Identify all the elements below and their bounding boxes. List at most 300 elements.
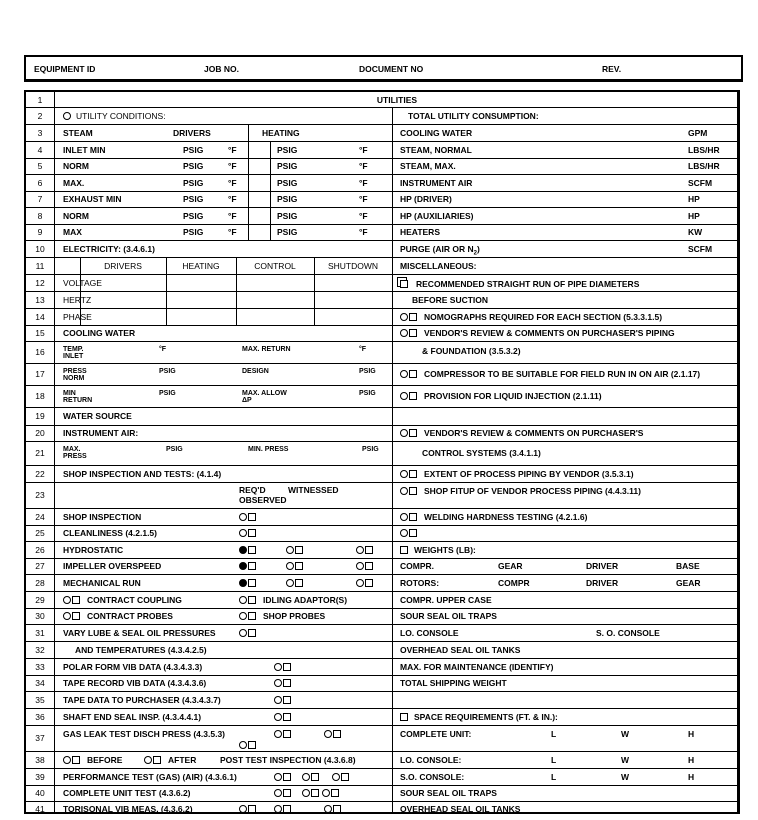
option-checkbox[interactable]: [274, 804, 291, 814]
sour-seal-label: SOUR SEAL OIL TRAPS: [400, 611, 497, 621]
degf-unit: °F: [159, 346, 167, 353]
degf-unit: °F: [359, 161, 368, 171]
checkbox-square-icon[interactable]: [331, 789, 339, 797]
tape_data-label: TAPE DATA TO PURCHASER (4.3.4.3.7): [63, 694, 221, 705]
grid-line: [26, 363, 740, 364]
vary-lube-label: VARY LUBE & SEAL OIL PRESSURES: [63, 627, 216, 638]
extent-piping-label: EXTENT OF PROCESS PIPING BY VENDOR (3.5.3.1): [424, 468, 634, 479]
checkbox-square-icon[interactable]: [283, 773, 291, 781]
radio-circle-icon[interactable]: [239, 546, 247, 554]
hydrostatic-label: HYDROSTATIC: [63, 544, 124, 555]
psig-unit: PSIG: [277, 210, 298, 221]
grid-line: [26, 641, 740, 642]
psig-unit: PSIG: [166, 446, 183, 453]
option-checkbox[interactable]: [400, 486, 417, 496]
recommended-checkbox[interactable]: [400, 279, 408, 289]
row-number: 11: [35, 260, 45, 271]
radio-circle-icon[interactable]: [400, 429, 408, 437]
water-source-label: WATER SOURCE: [63, 411, 132, 421]
w-label: W: [621, 729, 630, 739]
purge-label: [400, 244, 480, 259]
vendor-review-piping-label: VENDOR'S REVIEW & COMMENTS ON PURCHASER'S PIPING: [424, 328, 675, 338]
row-number: 19: [35, 411, 45, 421]
row-number: 41: [35, 803, 45, 814]
option-checkbox[interactable]: [239, 545, 256, 555]
hertz-label: HERTZ: [63, 294, 92, 305]
gas-leak-label: GAS LEAK TEST DISCH PRESS (4.3.5.3): [63, 729, 226, 739]
design-label: DESIGN: [242, 368, 269, 375]
option-checkbox[interactable]: [356, 561, 373, 571]
psig-unit: PSIG: [277, 194, 298, 204]
grid-line: [26, 541, 740, 542]
psig-unit: PSIG: [277, 227, 298, 237]
checkbox-square-icon[interactable]: [283, 805, 291, 813]
row-number: 40: [35, 788, 45, 798]
grid-line: [26, 191, 740, 192]
radio-circle-icon[interactable]: [274, 679, 282, 687]
hp-unit: HP: [688, 210, 700, 221]
sour-seal-label: SOUR SEAL OIL TRAPS: [400, 788, 497, 798]
option-checkbox[interactable]: [239, 804, 256, 814]
instrument-air-label: INSTRUMENT AIR:: [63, 428, 139, 438]
electricity-header-elec_heating: HEATING: [182, 260, 220, 271]
checkbox-square-icon[interactable]: [72, 596, 80, 604]
row-number: 12: [35, 277, 45, 288]
kw-unit: KW: [688, 227, 703, 237]
space-req-label: SPACE REQUIREMENTS (FT. & IN.):: [414, 711, 558, 722]
option-checkbox[interactable]: [274, 712, 291, 722]
w-label: W: [621, 771, 630, 782]
radio-circle-icon[interactable]: [63, 112, 71, 120]
option-checkbox[interactable]: [286, 561, 303, 571]
checkbox-square-icon[interactable]: [409, 313, 417, 321]
checkbox-square-icon[interactable]: [409, 470, 417, 478]
tape_record-label: TAPE RECORD VIB DATA (4.3.4.3.6): [63, 678, 207, 688]
option-checkbox[interactable]: [302, 772, 319, 782]
grid-line: [26, 207, 740, 208]
psig-unit: PSIG: [359, 390, 376, 397]
option-checkbox[interactable]: [63, 595, 80, 605]
degf-unit: °F: [359, 346, 367, 353]
checkbox-square-icon[interactable]: [72, 612, 80, 620]
checkbox-square-icon[interactable]: [365, 579, 373, 587]
row-number: 23: [35, 490, 45, 500]
row-number: 30: [35, 611, 45, 621]
psig-unit: PSIG: [362, 446, 379, 453]
steam-row-label: MAX: [63, 227, 82, 237]
base-label: BASE: [676, 561, 700, 571]
grid-line: [26, 658, 740, 659]
option-checkbox[interactable]: [144, 755, 161, 765]
grid-line: [26, 291, 740, 292]
option-checkbox[interactable]: [239, 611, 256, 621]
grid-line: [26, 158, 740, 159]
radio-circle-icon[interactable]: [274, 805, 282, 813]
checkbox-square-icon[interactable]: [248, 529, 256, 537]
degf-unit: °F: [228, 227, 237, 237]
option-checkbox[interactable]: [400, 428, 417, 438]
option-checkbox[interactable]: [274, 788, 291, 798]
radio-circle-icon[interactable]: [400, 329, 408, 337]
radio-circle-icon[interactable]: [63, 612, 71, 620]
grid-line: [26, 768, 740, 769]
radio-circle-icon[interactable]: [286, 546, 294, 554]
shop-probes-label: SHOP PROBES: [263, 611, 326, 621]
radio-circle-icon[interactable]: [356, 579, 364, 587]
grid-line: [26, 675, 740, 676]
checkbox-square-icon[interactable]: [400, 713, 408, 721]
checkbox-square-icon[interactable]: [248, 562, 256, 570]
row-number: 4: [37, 144, 43, 155]
option-checkbox[interactable]: [356, 545, 373, 555]
grid-line: [26, 441, 740, 442]
shaft_end-label: SHAFT END SEAL INSP. (4.3.4.4.1): [63, 711, 202, 722]
checkbox-square-icon[interactable]: [365, 546, 373, 554]
grid-line: [26, 107, 740, 108]
psig-unit: PSIG: [277, 144, 298, 155]
radio-circle-icon[interactable]: [239, 579, 247, 587]
option-checkbox[interactable]: [324, 804, 341, 814]
row-number: 33: [35, 661, 45, 672]
space-checkbox[interactable]: [400, 712, 408, 722]
radio-circle-icon[interactable]: [274, 713, 282, 721]
radio-circle-icon[interactable]: [400, 370, 408, 378]
checkbox-square-icon[interactable]: [333, 805, 341, 813]
checkbox-square-icon[interactable]: [365, 562, 373, 570]
checkbox-square-icon[interactable]: [283, 713, 291, 721]
witnessed-label: WITNESSED: [288, 485, 339, 495]
row-number: 27: [35, 561, 45, 571]
option-checkbox[interactable]: [400, 469, 417, 479]
radio-circle-icon[interactable]: [302, 773, 310, 781]
row-number: 36: [35, 711, 45, 722]
radio-circle-icon[interactable]: [400, 313, 408, 321]
radio-circle-icon[interactable]: [324, 805, 332, 813]
row-number: 29: [35, 594, 45, 605]
checkbox-square-icon[interactable]: [248, 546, 256, 554]
checkbox-square-icon[interactable]: [409, 487, 417, 495]
grid-line: [26, 801, 740, 802]
radio-circle-icon[interactable]: [239, 629, 247, 637]
checkbox-square-icon[interactable]: [295, 562, 303, 570]
grid-line: [26, 574, 740, 575]
option-checkbox[interactable]: [356, 578, 373, 588]
weights-checkbox[interactable]: [400, 545, 408, 555]
radio-circle-icon[interactable]: [356, 562, 364, 570]
option-checkbox[interactable]: [239, 595, 256, 605]
utility-conditions-radio[interactable]: [63, 111, 71, 121]
radio-circle-icon[interactable]: [302, 789, 310, 797]
grid-line: [26, 591, 740, 592]
radio-circle-icon[interactable]: [400, 470, 408, 478]
radio-circle-icon[interactable]: [400, 487, 408, 495]
radio-circle-icon[interactable]: [286, 579, 294, 587]
option-checkbox[interactable]: [324, 729, 341, 739]
scfm-unit: SCFM: [688, 243, 713, 254]
checkbox-square-icon[interactable]: [248, 579, 256, 587]
checkbox-square-icon[interactable]: [248, 629, 256, 637]
phase-label: PHASE: [63, 311, 92, 322]
grid-line: [270, 141, 271, 240]
checkbox-square-icon[interactable]: [333, 730, 341, 738]
radio-circle-icon[interactable]: [356, 546, 364, 554]
grid-line: [54, 92, 55, 814]
option-checkbox[interactable]: [400, 512, 417, 522]
utility-conditions-label: UTILITY CONDITIONS:: [76, 110, 166, 121]
min-press-label: MIN. PRESS: [248, 446, 289, 453]
job-no-label: JOB NO.: [204, 64, 239, 74]
grid-line: [26, 240, 740, 241]
grid-line: [26, 608, 740, 609]
checkbox-square-icon[interactable]: [311, 789, 319, 797]
checkbox-square-icon[interactable]: [283, 679, 291, 687]
row-number: 15: [35, 328, 45, 338]
option-checkbox[interactable]: [400, 312, 417, 322]
checkbox-square-icon[interactable]: [409, 529, 417, 537]
checkbox-square-icon[interactable]: [341, 773, 349, 781]
h-label: H: [688, 771, 695, 782]
option-checkbox[interactable]: [239, 628, 256, 638]
degf-unit: °F: [228, 177, 237, 188]
row-number: 3: [37, 127, 43, 138]
checkbox-square-icon[interactable]: [409, 429, 417, 437]
compressor-field-label: COMPRESSOR TO BE SUITABLE FOR FIELD RUN IN ON AIR (2.1.17): [424, 369, 701, 379]
grid-line: [26, 425, 740, 426]
electricity-header-elec_drivers: DRIVERS: [104, 260, 142, 271]
option-checkbox[interactable]: [400, 528, 417, 538]
checkbox-square-icon[interactable]: [283, 730, 291, 738]
row-number: 39: [35, 771, 45, 782]
heaters-label: HEATERS: [400, 227, 440, 237]
radio-circle-icon[interactable]: [239, 612, 247, 620]
overhead-label: OVERHEAD SEAL OIL TANKS: [400, 803, 521, 814]
option-checkbox[interactable]: [400, 391, 417, 401]
option-checkbox[interactable]: [63, 755, 80, 765]
complete-unit-test-label: COMPLETE UNIT TEST (4.3.6.2): [63, 788, 191, 798]
checkbox-square-icon[interactable]: [283, 696, 291, 704]
checkbox-square-icon[interactable]: [409, 370, 417, 378]
steam_normal-label: STEAM, NORMAL: [400, 144, 472, 155]
checkbox-square-icon[interactable]: [248, 805, 256, 813]
lo-console2-label: LO. CONSOLE:: [400, 754, 462, 765]
max-maintenance-label: MAX. FOR MAINTENANCE (IDENTIFY): [400, 661, 554, 672]
grid-line: [26, 558, 740, 559]
grid-line: [26, 725, 740, 726]
row-number: 18: [35, 391, 45, 401]
checkbox-square-icon[interactable]: [283, 663, 291, 671]
grid-line: [26, 385, 740, 386]
checkbox-square-icon[interactable]: [283, 789, 291, 797]
checkbox-square-icon[interactable]: [409, 513, 417, 521]
psig-unit: PSIG: [183, 210, 204, 221]
option-checkbox[interactable]: [322, 788, 339, 798]
grid-line: [26, 224, 740, 225]
option-checkbox[interactable]: [302, 788, 319, 798]
degf-unit: °F: [228, 210, 237, 221]
compr-dot-label: COMPR.: [400, 561, 434, 571]
checkbox-square-icon[interactable]: [400, 546, 408, 554]
grid-line: [26, 174, 740, 175]
grid-line: [26, 325, 740, 326]
checkbox-square-icon[interactable]: [248, 612, 256, 620]
degf-unit: °F: [359, 177, 368, 188]
torsional-label: TORISONAL VIB MEAS. (4.3.6.2): [63, 803, 193, 814]
shop-inspection-label: SHOP INSPECTION: [63, 511, 142, 522]
row-number: 32: [35, 644, 45, 655]
mechanical_run-label: MECHANICAL RUN: [63, 577, 141, 588]
purge-text: PURGE (AIR OR N: [400, 243, 474, 254]
welding-label: WELDING HARDNESS TESTING (4.2.1.6): [424, 511, 588, 522]
option-checkbox[interactable]: [239, 578, 256, 588]
radio-circle-icon[interactable]: [286, 562, 294, 570]
l-label: L: [551, 729, 557, 739]
recommended-label: RECOMMENDED STRAIGHT RUN OF PIPE DIAMETERS: [416, 279, 640, 289]
option-checkbox[interactable]: [286, 545, 303, 555]
checkbox-square-icon[interactable]: [153, 756, 161, 764]
row-number: 21: [35, 448, 45, 458]
option-checkbox[interactable]: [239, 528, 256, 538]
option-checkbox[interactable]: [239, 561, 256, 571]
total-shipping-label: TOTAL SHIPPING WEIGHT: [400, 678, 507, 688]
radio-circle-icon[interactable]: [274, 663, 282, 671]
radio-circle-icon[interactable]: [239, 741, 247, 749]
option-checkbox[interactable]: [274, 678, 291, 688]
observed-label: OBSERVED: [239, 495, 287, 505]
row-number: 22: [35, 468, 45, 479]
degf-unit: °F: [228, 194, 237, 204]
grid-line: [26, 407, 740, 408]
degf-unit: °F: [359, 210, 368, 221]
impeller_overspeed-label: IMPELLER OVERSPEED: [63, 561, 162, 571]
radio-circle-icon[interactable]: [274, 696, 282, 704]
driver-label: DRIVER: [586, 561, 619, 571]
checkbox-square-icon[interactable]: [72, 756, 80, 764]
option-checkbox[interactable]: [286, 578, 303, 588]
drivers-label: DRIVERS: [173, 127, 211, 138]
l-label: L: [551, 754, 557, 765]
checkbox-square-icon[interactable]: [248, 513, 256, 521]
driver-label: DRIVER: [586, 577, 619, 588]
complete-unit-label: COMPLETE UNIT:: [400, 729, 472, 739]
grid-line: [26, 257, 740, 258]
compr-upper-label: COMPR. UPPER CASE: [400, 594, 492, 605]
psig-unit: PSIG: [183, 177, 204, 188]
option-checkbox[interactable]: [63, 611, 80, 621]
radio-circle-icon[interactable]: [332, 773, 340, 781]
row-number: 16: [35, 347, 45, 357]
section-title: UTILITIES: [376, 94, 418, 105]
row-number: 13: [35, 294, 45, 305]
checkbox-square-icon[interactable]: [409, 392, 417, 400]
control-systems-label: CONTROL SYSTEMS (3.4.1.1): [422, 448, 541, 458]
option-checkbox[interactable]: [274, 662, 291, 672]
degf-unit: °F: [359, 144, 368, 155]
post-test-label: POST TEST INSPECTION (4.3.6.8): [220, 754, 356, 765]
row-number: 2: [37, 110, 43, 121]
cooling_water-label: COOLING WATER: [400, 127, 473, 138]
radio-circle-icon[interactable]: [239, 562, 247, 570]
radio-circle-icon[interactable]: [322, 789, 330, 797]
degf-unit: °F: [359, 194, 368, 204]
radio-circle-icon[interactable]: [400, 513, 408, 521]
option-checkbox[interactable]: [332, 772, 349, 782]
row-number: 20: [35, 428, 45, 438]
checkbox-square-icon[interactable]: [248, 596, 256, 604]
checkbox-square-icon[interactable]: [295, 579, 303, 587]
temp-inlet-label: TEMP. INLET: [63, 346, 84, 360]
h-label: H: [688, 754, 695, 765]
rev-label: REV.: [602, 64, 622, 74]
gpm-unit: GPM: [688, 127, 708, 138]
grid-line: [248, 124, 249, 240]
radio-circle-icon[interactable]: [274, 730, 282, 738]
radio-circle-icon[interactable]: [239, 596, 247, 604]
row-number: 25: [35, 528, 45, 538]
row-number: 24: [35, 511, 45, 522]
radio-circle-icon[interactable]: [239, 529, 247, 537]
row-number: 34: [35, 678, 45, 688]
grid-line: [26, 691, 740, 692]
row-number: 8: [37, 210, 43, 221]
h-label: H: [688, 729, 695, 739]
after-label: AFTER: [168, 754, 197, 765]
checkbox-square-icon[interactable]: [248, 741, 256, 749]
option-checkbox[interactable]: [274, 695, 291, 705]
radio-circle-icon[interactable]: [63, 756, 71, 764]
max-press-label: MAX. PRESS: [63, 446, 87, 460]
gear-label: GEAR: [676, 577, 701, 588]
option-checkbox[interactable]: [400, 328, 417, 338]
option-checkbox[interactable]: [400, 369, 417, 379]
steam-row-label: EXHAUST MIN: [63, 194, 122, 204]
hp_aux-label: HP (AUXILIARIES): [400, 210, 474, 221]
row-number: 9: [37, 227, 43, 237]
checkbox-square-icon[interactable]: [295, 546, 303, 554]
checkbox-square-icon[interactable]: [400, 280, 408, 288]
shop-fitup-label: SHOP FITUP OF VENDOR PROCESS PIPING (4.4.3.11): [424, 486, 641, 496]
radio-circle-icon[interactable]: [400, 529, 408, 537]
hp-unit: HP: [688, 194, 700, 204]
row-number: 10: [35, 243, 45, 254]
checkbox-square-icon[interactable]: [311, 773, 319, 781]
radio-circle-icon[interactable]: [239, 805, 247, 813]
polar_form-label: POLAR FORM VIB DATA (4.3.4.3.3): [63, 661, 203, 672]
radio-circle-icon[interactable]: [324, 730, 332, 738]
radio-circle-icon[interactable]: [239, 513, 247, 521]
option-checkbox[interactable]: [239, 740, 256, 750]
radio-circle-icon[interactable]: [144, 756, 152, 764]
row-number: 38: [35, 754, 45, 765]
shop-inspection-tests-label: SHOP INSPECTION AND TESTS: (4.1.4): [63, 468, 222, 479]
checkbox-square-icon[interactable]: [409, 329, 417, 337]
row-number: 37: [35, 733, 45, 743]
degf-unit: °F: [228, 144, 237, 155]
option-checkbox[interactable]: [274, 729, 291, 739]
radio-circle-icon[interactable]: [274, 789, 282, 797]
grid-line: [26, 508, 740, 509]
row-number: 7: [37, 194, 43, 204]
option-checkbox[interactable]: [274, 772, 291, 782]
radio-circle-icon[interactable]: [274, 773, 282, 781]
radio-circle-icon[interactable]: [63, 596, 71, 604]
radio-circle-icon[interactable]: [400, 392, 408, 400]
w-label: W: [621, 754, 630, 765]
grid-line: [26, 482, 740, 483]
grid-line: [26, 708, 740, 709]
psig-unit: PSIG: [183, 144, 204, 155]
option-checkbox[interactable]: [239, 512, 256, 522]
electricity-header-elec_control: CONTROL: [254, 260, 296, 271]
